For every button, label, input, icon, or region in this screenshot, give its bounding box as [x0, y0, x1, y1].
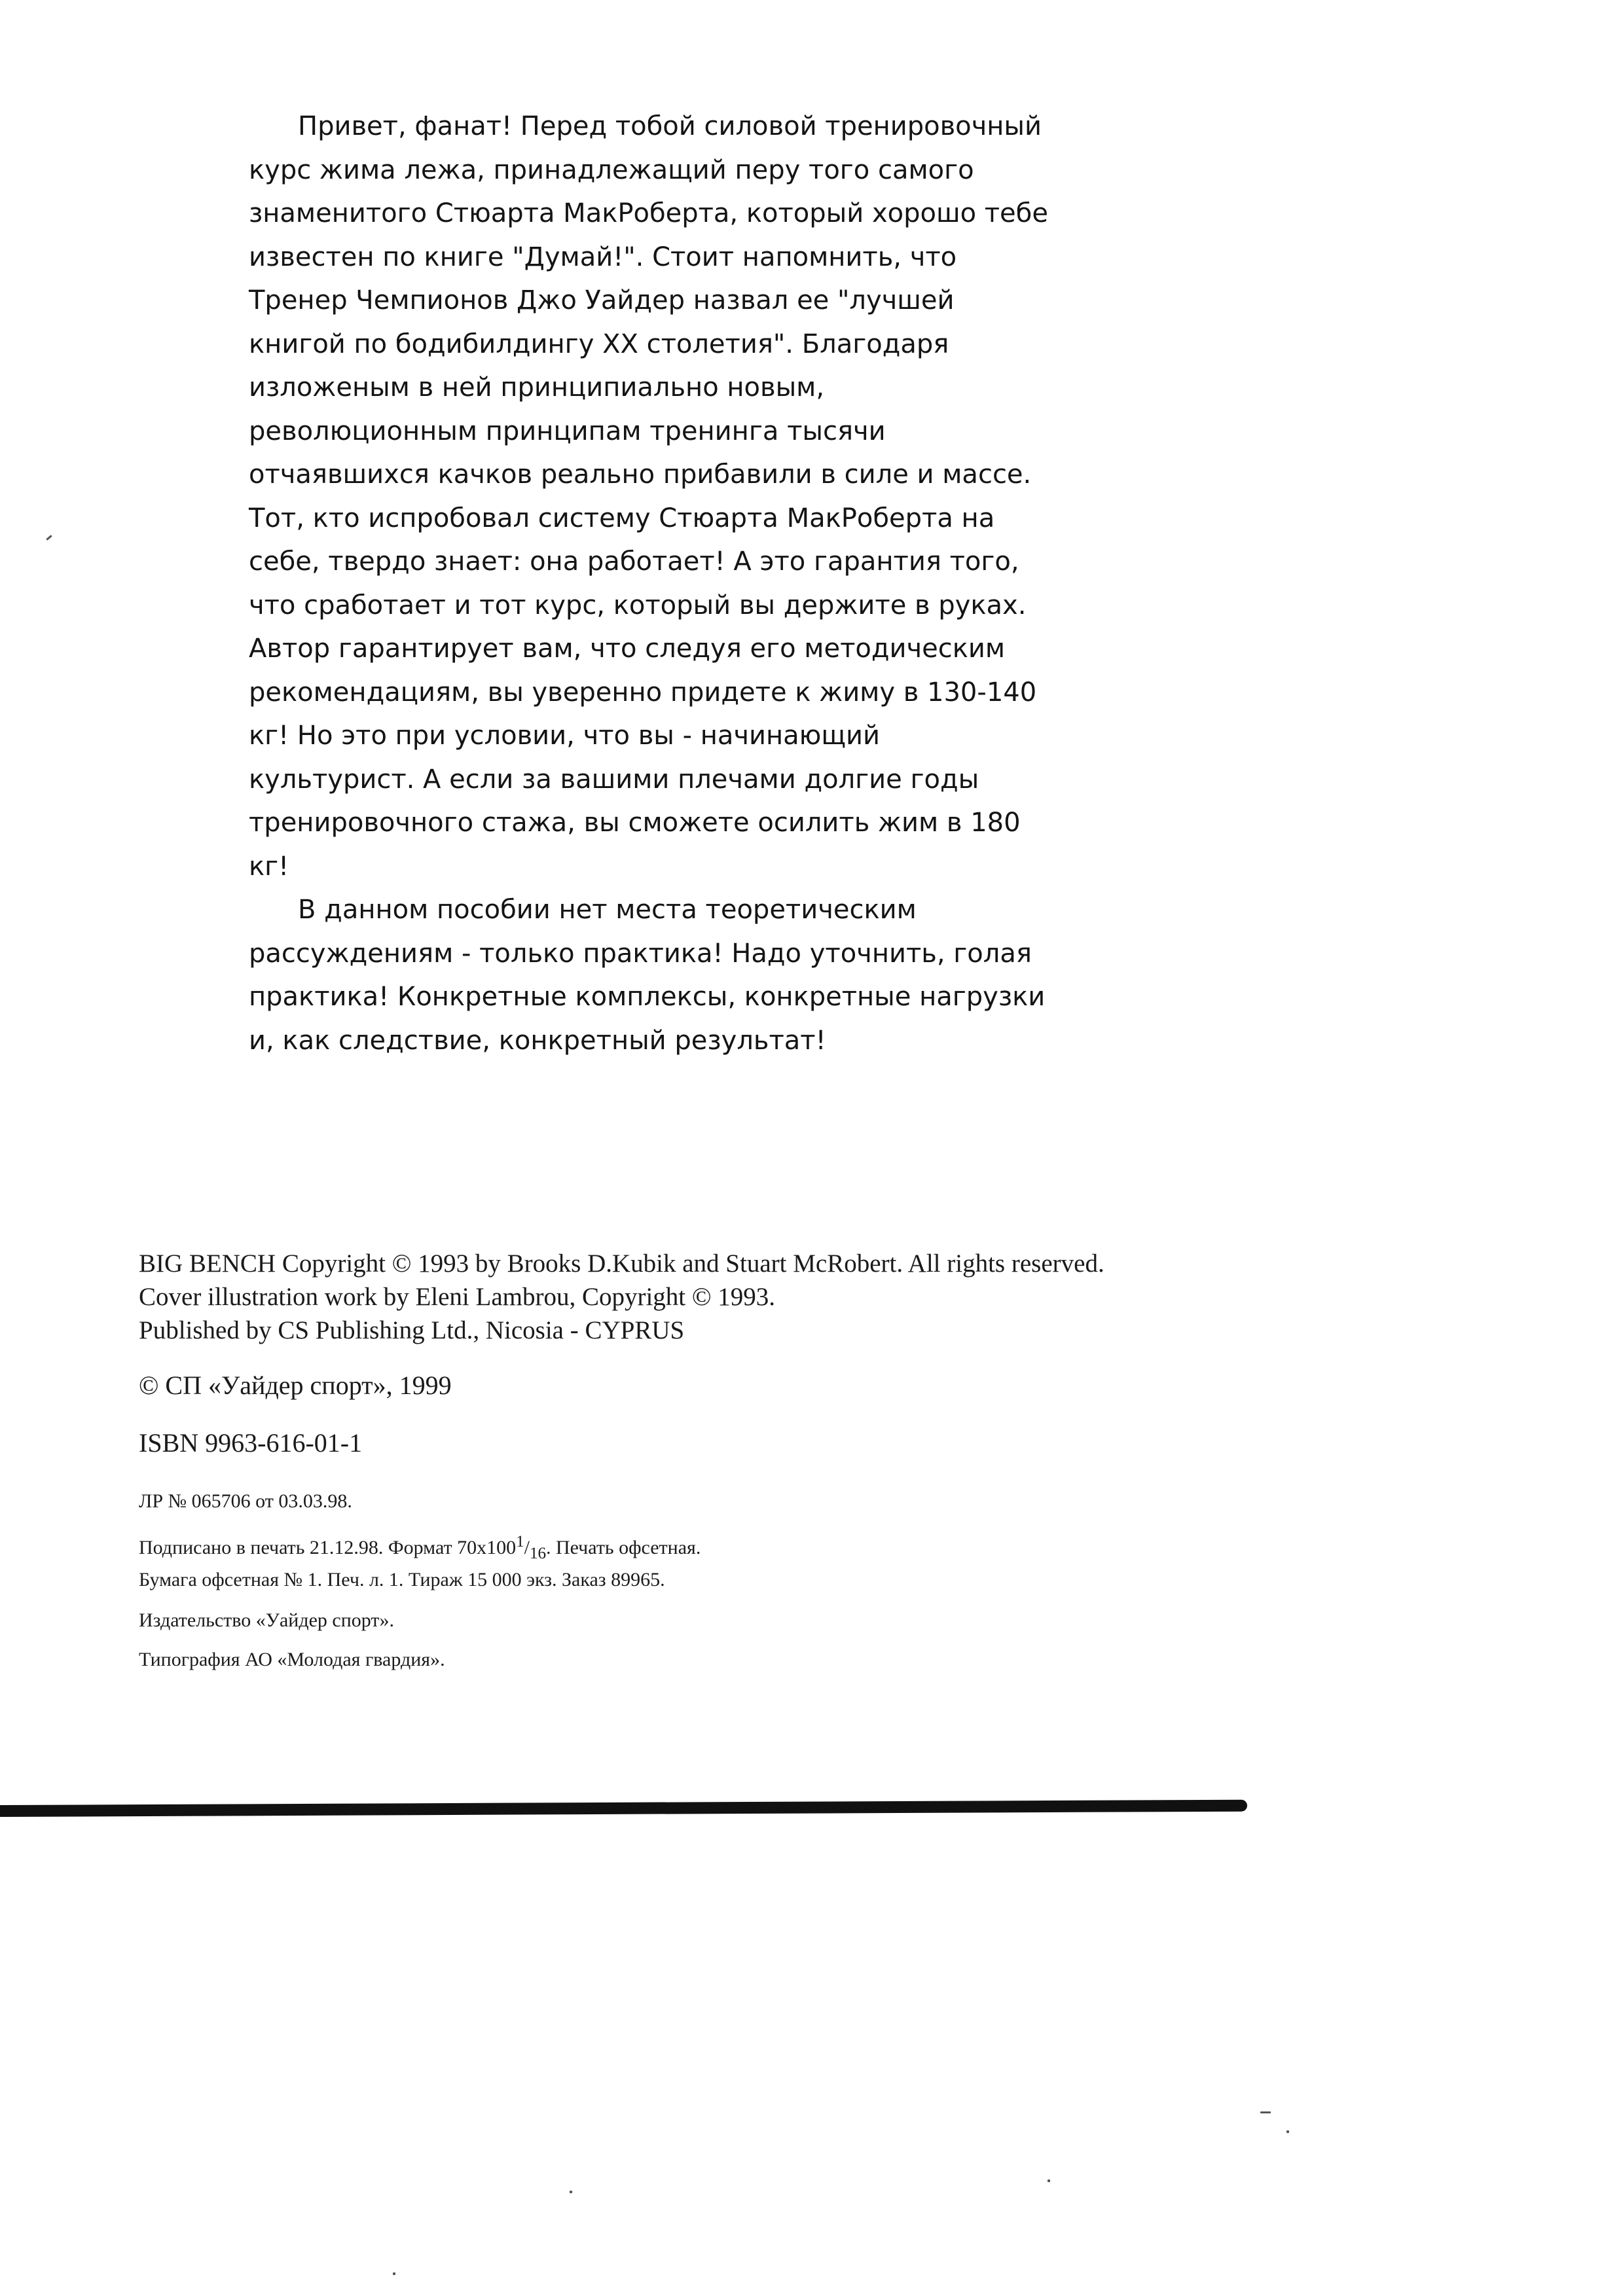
scan-speck	[570, 2191, 572, 2193]
print-data-line-1-start: Подписано в печать 21.12.98. Формат 70х100	[139, 1537, 517, 1558]
format-subscript: 16	[529, 1545, 546, 1562]
horizontal-rule	[0, 1800, 1247, 1817]
intro-text	[249, 105, 1054, 1062]
scan-speck	[46, 535, 52, 541]
imprint-block	[139, 1247, 1252, 1673]
copyright-line-2: Cover illustration work by Eleni Lambrou, Copyright © 1993.	[139, 1283, 776, 1311]
scan-speck	[393, 2272, 395, 2275]
scan-speck	[1260, 2111, 1271, 2113]
copyright-line-1: BIG BENCH Copyright © 1993 by Brooks D.Kubik and Stuart McRobert. All rights reserved.	[139, 1249, 1104, 1278]
format-superscript: 1	[516, 1533, 524, 1551]
print-data-line-1: Подписано в печать 21.12.98. Формат $70х100^1/_{16}$. Печать офсетная.	[139, 1533, 701, 1562]
print-data-line-2: Бумага офсетная № 1. Печ. л. 1. Тираж 15 000 экз. Заказ 89965.	[139, 1569, 665, 1590]
intro-paragraph-2: В данном пособии нет места теоретическим рассуждениям - только практика! Надо уточнить, голая практика! Конкретные комплексы, конкретные нагрузки и, как следствие, конкретный результат!	[249, 895, 1046, 1056]
scan-speck	[1048, 2179, 1050, 2182]
licence-number: ЛР № 065706 от 03.03.98.	[139, 1490, 352, 1512]
intro-paragraph-1: Привет, фанат! Перед тобой силовой тренировочный курс жима лежа, принадлежащий перу того самого знаменитого Стюарта МакРоберта, который хорошо тебе известен по книге "Думай!". Стоит напомнить, что Тренер Чемпионов Джо Уайдер назвал ее "лучшей книгой по бодибилдингу XX столетия". Благодаря изложеным в ней принципиально новым, революционным принципам тренинга тысячи отчаявшихся качков реально прибавили в силе и массе. Тот, кто испробовал систему Стюарта МакРоберта на себе, твердо знает: она работает! А это гарантия того, что сработает и тот курс, который вы держите в руках. Автор гарантирует вам, что следуя его методическим рекомендациям, вы уверенно придете к жиму в 130-140 кг! Но это при условии, что вы - начинающий культурист. А если за вашими плечами долгие годы тренировочного стажа, вы сможете осилить жим в 180 кг!	[249, 111, 1048, 882]
print-data	[139, 1529, 1252, 1593]
english-copyright	[139, 1247, 1252, 1347]
russian-copyright: © СП «Уайдер спорт», 1999	[139, 1371, 452, 1400]
publisher: Издательство «Уайдер спорт».	[139, 1609, 395, 1631]
print-data-line-1-end: . Печать офсетная.	[545, 1537, 701, 1558]
copyright-line-3: Published by CS Publishing Ltd., Nicosia - CYPRUS	[139, 1316, 685, 1344]
isbn: ISBN 9963-616-01-1	[139, 1428, 363, 1458]
printer: Типография АО «Молодая гвардия».	[139, 1649, 445, 1670]
scan-speck	[1286, 2130, 1289, 2133]
